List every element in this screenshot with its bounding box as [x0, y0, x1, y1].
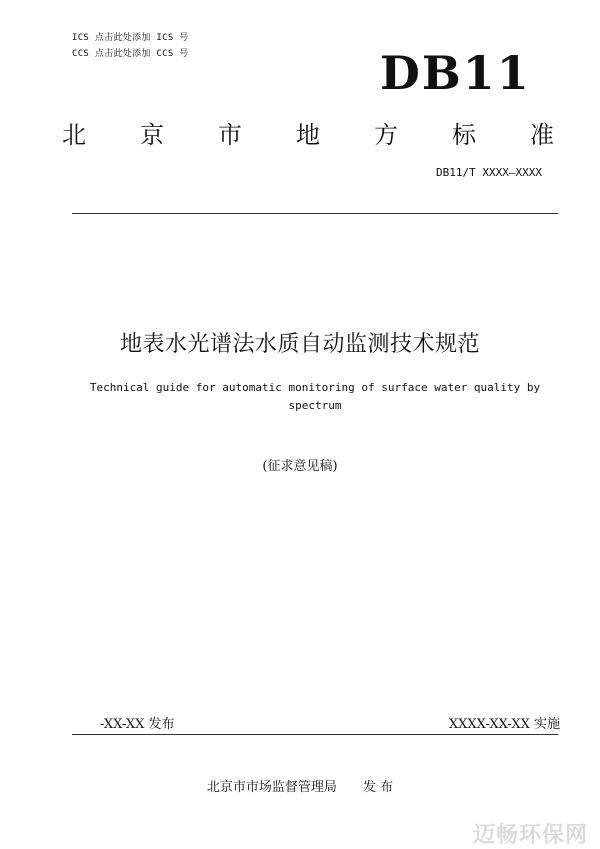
- db-mark: DB11: [380, 46, 531, 100]
- standard-type-char: 京: [140, 121, 164, 149]
- standard-type-char: 市: [218, 121, 242, 149]
- implementation-date: XXXX-XX-XX 实施: [448, 717, 560, 732]
- standard-number: DB11/T XXXX—XXXX: [436, 166, 542, 179]
- standard-type-char: 准: [530, 121, 554, 149]
- standard-type-char: 地: [296, 121, 320, 149]
- document-title-en-line: Technical guide for automatic monitoring of surface water quality by: [89, 381, 541, 394]
- publisher-name: 北京市市场监督管理局: [206, 780, 337, 795]
- document-title-cn: 地表水光谱法水质自动监测技术规范: [119, 332, 480, 357]
- document-title-en-line: spectrum: [288, 399, 342, 412]
- standard-type-char: 北: [62, 121, 86, 149]
- standard-type-char: 标: [452, 121, 476, 149]
- publisher-line: [0, 776, 600, 795]
- bottom-divider: [72, 734, 558, 735]
- top-divider: [72, 213, 558, 214]
- publish-word: 发 布: [362, 780, 394, 795]
- ccs-field[interactable]: CCS 点击此处添加 CCS 号: [72, 49, 189, 59]
- ics-field[interactable]: ICS 点击此处添加 ICS 号: [72, 33, 189, 43]
- issue-date: -XX-XX 发布: [100, 717, 175, 732]
- document-title-en: [70, 379, 560, 415]
- standard-type-title: [62, 115, 554, 150]
- standard-type-char: 方: [374, 121, 398, 149]
- draft-label: (征求意见稿): [262, 459, 338, 474]
- site-watermark: 迈畅环保网: [472, 823, 588, 848]
